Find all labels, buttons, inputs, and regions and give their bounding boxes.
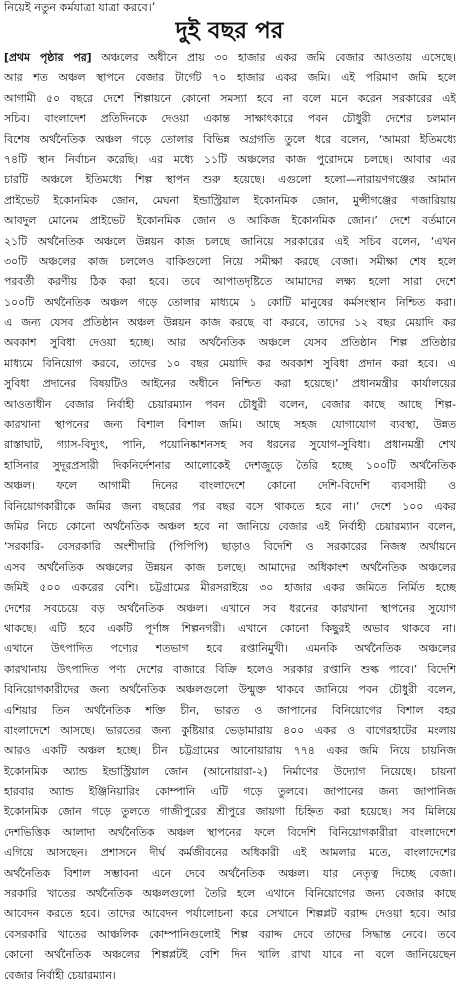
article-line: কারখানা স্থাপনের জন্য বিশাল বিশাল জমি। আছে সহজ যোগাযোগ ব্যবস্থা, উন্নত: [4, 418, 456, 432]
article-line: ১০০টি অর্থনৈতিক অঞ্চল গড়ে তোলার মাধ্যমে ১ কোটি মানুষের কর্মসংস্থান নিশ্চিত করা।: [4, 295, 456, 309]
article-line: প্রাইভেট ইকোনমিক জোন, মেঘনা ইন্ডাস্ট্রিয়াল ইকোনমিক জোন, মুন্সীগঞ্জের গজারিয়ায়: [4, 193, 456, 207]
article-line: আবেদন করতে হবে। তাদের আবেদন পর্যালোচনা করে সেখানে শিল্পপ্লট বরাদ্দ দেওয়া হবে। আর: [4, 907, 456, 921]
article-line: জমির নিচে কোনো অর্থনৈতিক অঞ্চল হবে না জানিয়ে বেজার এই নির্বাহী চেয়ারম্যান বলেন,: [4, 519, 456, 533]
article-line: এখানে উৎপাদিত পণ্যের শতভাগ হবে রপ্তানিমুখী। এমনকি অর্থনৈতিক অঞ্চলের: [4, 642, 456, 656]
article-line: ইকোনমিক জোন গড়ে তুলতে গাজীপুরের শ্রীপুরে জায়গা চিহ্নিত করা হয়েছে। সব মিলিয়ে: [4, 805, 456, 819]
article-line: এসব অর্থনৈতিক অঞ্চলের উন্নয়ন কাজ চলছে। আমাদের অধিকাংশ অর্থনৈতিক অঞ্চলের: [4, 560, 456, 574]
article-line: বিনিয়োগকারীদের জন্য অর্থনৈতিক অঞ্চলগুলো উন্মুক্ত থাকবে জানিয়ে পবন চৌধুরী বলেন,: [4, 683, 456, 697]
article-line: রাস্তাঘাট, গ্যাস-বিদ্যুৎ, পানি, পয়োনিষ্কাশনসহ সব ধরনের সুযোগ-সুবিধা। প্রধানমন্ত্রী শেখ: [4, 438, 456, 452]
article-line: ৩০টি অঞ্চলের কাজ চললেও বাকিগুলো নিয়ে সমীক্ষা করছে বেজা। সমীক্ষা শেষ হলে: [4, 254, 456, 268]
article-line: এশিয়ার তিন অর্থনৈতিক শক্তি চীন, ভারত ও জাপানের বিনিয়োগের বিশাল বহর: [4, 703, 456, 717]
article-line: আওতাধীন বেজার নির্বাহী চেয়ারম্যান পবন চৌধুরী বলেন, বেজার কাছে আছে শিল্প-: [4, 397, 456, 411]
article-lines: [4, 68, 456, 986]
article-line: এ জন্য যেসব প্রতিষ্ঠান অঞ্চল উন্নয়ন কাজ করছে বা করবে, তাদের ১২ বছর মেয়াদি কর: [4, 316, 456, 330]
article-line: আবদুল মোনেম প্রাইভেট ইকোনমিক জোন ও আকিজ ইকোনমিক জোন।’ দেশে বর্তমানে: [4, 214, 456, 228]
article-line: [4, 48, 456, 68]
article-line: দেশভিত্তিক আলাদা অর্থনৈতিক অঞ্চল স্থাপনের ফলে বিদেশি বিনিয়োগকারীরা বাংলাদেশে: [4, 825, 456, 839]
article-line: ৭৪টি স্থান নির্বাচন করেছি। এর মধ্যে ১১টি অঞ্চলের কাজ পুরোদমে চলছে। আবার এর: [4, 152, 456, 166]
article-body: [4, 48, 456, 986]
article-line: বাংলাদেশে আসছে। ভারতের জন্য কুষ্টিয়ার ভেড়ামারায় ৪০০ একর ও বাগেরহাটের মংলায়: [4, 723, 456, 737]
article-line: ২১টি অর্থনৈতিক অঞ্চলে উন্নয়ন কাজ চলছে জানিয়ে সরকারের এই সচিব বলেন, ‘এখন: [4, 234, 456, 248]
article-line: জমিই ৫০০ একরের বেশি। চট্টগ্রামের মীরসরাইয়ে ৩০ হাজার একর জমিতে নির্মিত হচ্ছে: [4, 581, 456, 595]
first-line-text: অঞ্চলের অধীনে প্রায় ৩০ হাজার একর জমি বেজার আওতায় এসেছে।: [91, 51, 456, 64]
article-line: চারটি অঞ্চলে ইতিমধ্যে শিল্প স্থাপন শুরু হয়েছে। এগুলো হলো—নারায়ণগঞ্জের আমান: [4, 173, 456, 187]
article-line: অবকাশ সুবিধা দেওয়া হচ্ছে। আর অর্থনৈতিক অঞ্চলে যেসব প্রতিষ্ঠান শিল্প প্রতিষ্ঠার: [4, 336, 456, 350]
article-line: সুবিধা প্রদানের বিষয়টিও আইনের অধীনে নিশ্চিত করা হয়েছে।’ প্রধানমন্ত্রীর কার্যালয়ের: [4, 377, 456, 391]
article-line: কারখানায় উৎপাদিত পণ্য দেশের বাজারে বিক্রি হলেও সরকার রপ্তানি শুল্ক পাবে।’ বিদেশি: [4, 662, 456, 676]
article-line: থাকছে। এটি হবে একটি পূর্ণাঙ্গ শিল্পনগরী। এখানে কোনো কিছুরই অভাব থাকবে না।: [4, 621, 456, 635]
article-line: আগামী ৫০ বছরে দেশে শিল্পায়নে কোনো সমস্যা হবে না বলে মনে করেন সরকারের এই: [4, 91, 456, 105]
article-line: অর্থনৈতিক বিশাল সম্ভাবনা এনে দেবে অর্থনৈতিক অঞ্চল। যার নেতৃত্ব দিচ্ছে বেজা।: [4, 866, 456, 880]
article-line: অঞ্চল। ফলে আগামী দিনের বাংলাদেশে কোনো দেশি-বিদেশি ব্যবসায়ী ও: [4, 479, 456, 493]
continuation-label: [প্রথম পৃষ্ঠার পর]: [4, 51, 92, 64]
article-line: বিনিয়োগকারীকে জমির জন্য বছরের পর বছর বসে থাকতে হবে না।’ দেশে ১০০ একর: [4, 499, 456, 513]
article-line: বেসরকারি খাতের আঞ্চলিক কোম্পানিগুলোই শিল্প বরাদ্দ দেবে তাদের সিদ্ধান্ত নেবে। তবে: [4, 927, 456, 941]
article-line: সচিব। বাংলাদেশ প্রতিদিনকে দেওয়া একান্ত সাক্ষাৎকারে পবন চৌধুরী দেশের চলমান: [4, 112, 456, 126]
article-headline: দুই বছর পর: [175, 18, 284, 44]
article-line: দেশের সবচেয়ে বড় অর্থনৈতিক অঞ্চল। এখানে সব ধরনের কারখানা স্থাপনের সুযোগ: [4, 601, 456, 615]
article-line: বিশেষ অর্থনৈতিক অঞ্চল গড়ে তোলার বিভিন্ন অগ্রগতি তুলে ধরে বলেন, ‘আমরা ইতিমধ্যে: [4, 132, 456, 146]
article-line: আরও একটি অঞ্চল হচ্ছে। চীন চট্টগ্রামের আনোয়ারায় ৭৭৪ একর জমি নিয়ে চায়নিজ: [4, 744, 456, 758]
article-line: বেজার নির্বাহী চেয়ারম্যান।: [4, 968, 116, 982]
article-line: মাধ্যমে বিনিয়োগ করবে, তাদের ১০ বছর মেয়াদি কর অবকাশ সুবিধা প্রদান করা হবে। এ: [4, 356, 456, 370]
previous-article-fragment: নিয়েই নতুন কর্মযাত্রা যাত্রা করবে।’: [4, 1, 156, 14]
article-line: আর শত অঞ্চল স্থাপনে বেজার টার্গেট ৭০ হাজার একর জমি। এই পরিমাণ জমি হলে: [4, 71, 456, 85]
article-line: এগিয়ে আসছেন। প্রশাসনে দীর্ঘ কর্মজীবনের অধিকারী এই আমলার মতে, বাংলাদেশের: [4, 846, 456, 860]
article-line: কোনো অর্থনৈতিক অঞ্চলের শিল্পপ্লটই বেশি দিন খালি রাখা যাবে না বলে জানিয়েছেন: [4, 948, 456, 962]
article-line: সরকারি খাতের অর্থনৈতিক অঞ্চলগুলো তৈরি হলে এখানে বিনিয়োগের জন্য বেজার কাছে: [4, 887, 456, 901]
article-line: হাসিনার সুদূরপ্রসারী দিকনির্দেশনার আলোকেই দেশজুড়ে তৈরি হচ্ছে ১০০টি অর্থনৈতিক: [4, 458, 456, 472]
article-line: হারবার অ্যান্ড ইঞ্জিনিয়ারিং কোম্পানি এটি গড়ে তুলবে। জাপানের জন্য জাপানিজ: [4, 785, 456, 799]
article-line: ইকোনমিক অ্যান্ড ইন্ডাস্ট্রিয়াল জোন (আনোয়ারা-২) নির্মাণের উদ্যোগ নিয়েছে। চায়না: [4, 764, 456, 778]
article-line: পরবর্তী করণীয় ঠিক করা হবে। তবে আপাতদৃষ্টিতে আমাদের লক্ষ্য হলো সারা দেশে: [4, 275, 456, 289]
article-line: ‘সরকারি- বেসরকারি অংশীদারি (পিপিপি) ছাড়াও বিদেশি ও সরকারের নিজস্ব অর্থায়নে: [4, 540, 456, 554]
